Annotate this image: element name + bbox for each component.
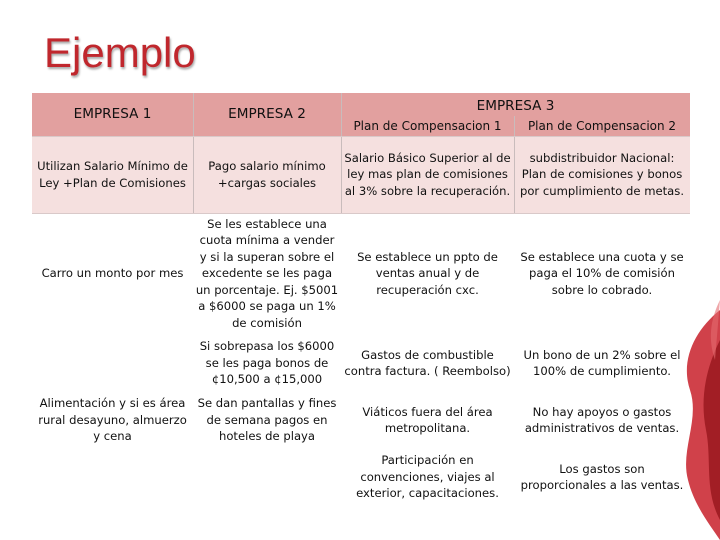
row2-empresa-1: Carro un monto por mes: [32, 213, 193, 334]
divider: [32, 136, 690, 137]
row1-empresa-2: Pago salario mínimo +cargas sociales: [193, 136, 341, 213]
row4-empresa-2: Se dan pantallas y fines de semana pagos en hoteles de playa: [193, 392, 341, 448]
divider: [193, 93, 194, 213]
row2-plan-2: Se establece una cuota y se paga el 10% de comisión sobre lo cobrado.: [514, 213, 690, 334]
row1-plan-2: subdistribuidor Nacional: Plan de comisiones y bonos por cumplimiento de metas.: [514, 136, 690, 213]
decorative-ribbon: [660, 300, 720, 540]
row3-empresa-2: Si sobrepasa los $6000 se les paga bonos de ¢10,500 a ¢15,000: [193, 334, 341, 392]
row2-empresa-2: Se les establece una cuota mínima a vender y si la superan sobre el excedente se les paga un porcentaje. Ej. $5001 a $6000 se paga un 1% de comisión: [193, 213, 341, 334]
header-empresa-2: EMPRESA 2: [193, 93, 341, 136]
row3-plan-2: Un bono de un 2% sobre el 100% de cumplimiento.: [514, 334, 690, 392]
divider: [341, 93, 342, 213]
row4-plan-2: No hay apoyos o gastos administrativos de ventas.: [514, 392, 690, 448]
row3-empresa-1: [32, 334, 193, 392]
row5-plan-1: Participación en convenciones, viajes al exterior, capacitaciones.: [341, 448, 514, 506]
divider: [32, 213, 690, 214]
slide-title: Ejemplo: [44, 29, 196, 76]
row4-empresa-1: Alimentación y si es área rural desayuno, almuerzo y cena: [32, 392, 193, 448]
header-plan-2: Plan de Compensacion 2: [514, 116, 690, 136]
header-empresa-1: EMPRESA 1: [32, 93, 193, 136]
row1-empresa-1: Utilizan Salario Mínimo de Ley +Plan de Comisiones: [32, 136, 193, 213]
row1-plan-1: Salario Básico Superior al de ley mas plan de comisiones al 3% sobre la recuperación.: [341, 136, 514, 213]
divider: [514, 116, 515, 213]
row4-plan-1: Viáticos fuera del área metropolitana.: [341, 392, 514, 448]
row5-plan-2: Los gastos son proporcionales a las ventas.: [514, 448, 690, 506]
row3-plan-1: Gastos de combustible contra factura. ( Reembolso): [341, 334, 514, 392]
row2-plan-1: Se establece un ppto de ventas anual y de recuperación cxc.: [341, 213, 514, 334]
header-empresa-3: EMPRESA 3: [341, 93, 690, 116]
header-plan-1: Plan de Compensacion 1: [341, 116, 514, 136]
